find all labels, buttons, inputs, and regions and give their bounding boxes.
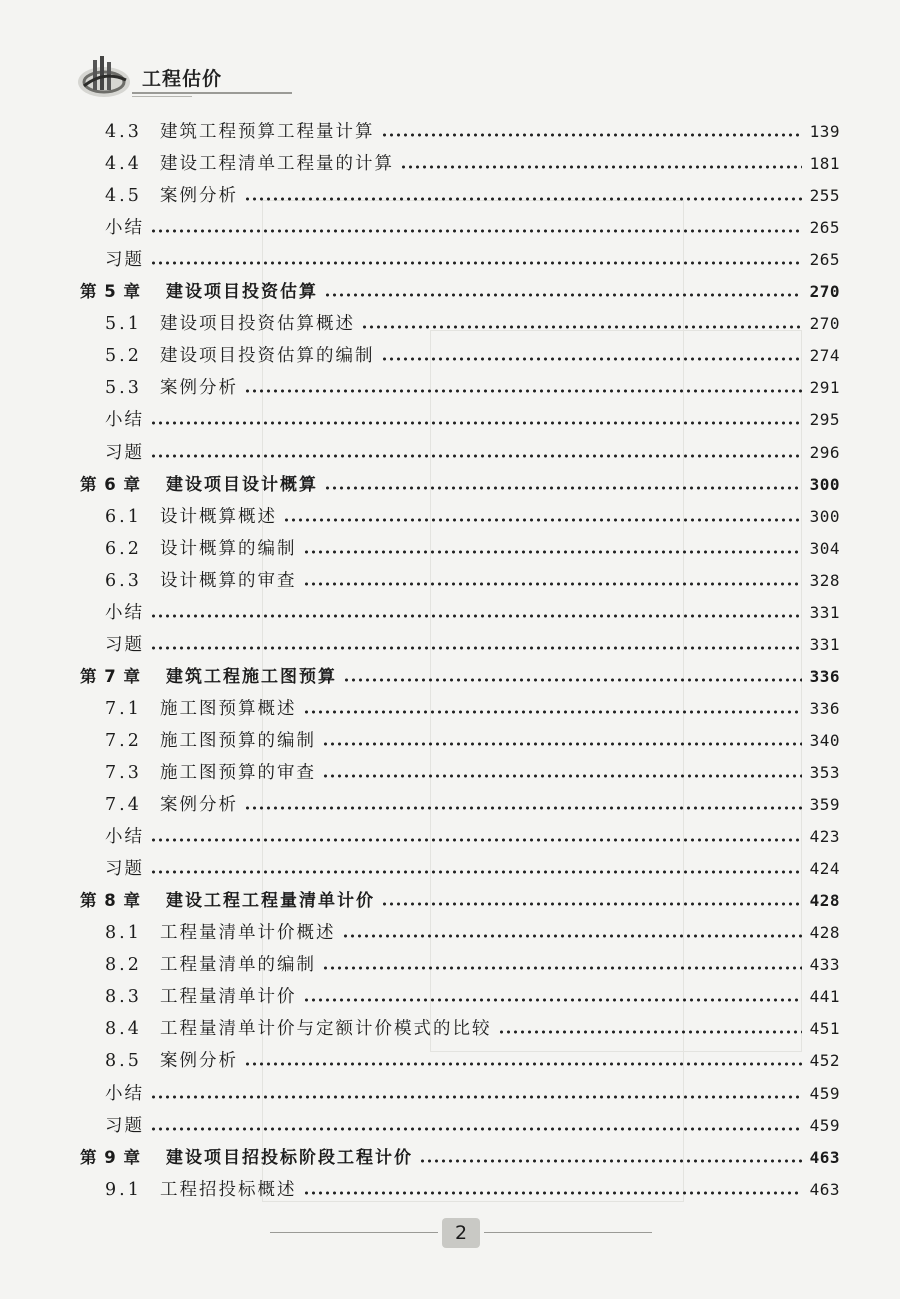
- toc-entry-number: 8.4: [105, 1019, 142, 1040]
- toc-entry-title: 建设工程清单工程量的计算: [160, 154, 394, 175]
- toc-entry-number: 8.1: [105, 923, 142, 944]
- toc-entry[interactable]: [105, 821, 840, 853]
- toc-entry-title: 案例分析: [160, 186, 238, 207]
- toc-leader-dots: [150, 212, 802, 244]
- toc-entry[interactable]: [105, 1013, 840, 1045]
- toc-leader-dots: [324, 469, 802, 501]
- toc-entry-title: 工程量清单计价: [160, 987, 297, 1008]
- toc-page-number: 291: [809, 378, 840, 398]
- toc-entry-title: 案例分析: [160, 795, 238, 816]
- toc-entry-number: 8.3: [105, 987, 142, 1008]
- toc-entry-title: 设计概算概述: [160, 506, 277, 527]
- toc-entry[interactable]: [105, 693, 840, 725]
- toc-entry-title: 建设项目投资估算: [166, 282, 318, 303]
- running-header: [76, 52, 246, 102]
- toc-entry-number: 7.4: [105, 795, 142, 816]
- toc-page-number: 328: [809, 570, 840, 590]
- toc-leader-dots: [342, 917, 802, 949]
- toc-entry-number: 8.2: [105, 955, 142, 976]
- toc-entry[interactable]: [105, 404, 840, 436]
- toc-entry-title: 工程招投标概述: [160, 1179, 297, 1200]
- toc-entry-number: 6.3: [105, 570, 142, 591]
- toc-page-number: 463: [809, 1147, 840, 1167]
- publisher-logo-icon: [76, 52, 132, 102]
- toc-leader-dots: [322, 725, 802, 757]
- toc-chapter-entry[interactable]: [80, 1142, 840, 1174]
- toc-leader-dots: [361, 308, 802, 340]
- toc-leader-dots: [381, 885, 802, 917]
- toc-leader-dots: [324, 276, 802, 308]
- toc-page-number: 300: [809, 474, 840, 494]
- toc-entry-title: 设计概算的编制: [160, 538, 297, 559]
- toc-entry-number: 4.4: [105, 154, 142, 175]
- toc-leader-dots: [244, 372, 802, 404]
- toc-entry-number: 8.5: [105, 1051, 142, 1072]
- toc-entry-title: 小结: [105, 602, 144, 623]
- toc-page-number: 181: [809, 154, 840, 174]
- toc-leader-dots: [244, 1045, 802, 1077]
- toc-entry-title: 施工图预算概述: [160, 698, 297, 719]
- toc-entry-number: 4.3: [105, 122, 142, 142]
- toc-leader-dots: [150, 244, 802, 276]
- toc-entry-number: 第 7 章: [80, 666, 141, 686]
- toc-entry-title: 习题: [105, 1115, 144, 1136]
- toc-leader-dots: [150, 404, 802, 436]
- toc-page-number: 441: [809, 987, 840, 1007]
- toc-entry-title: 小结: [105, 827, 144, 848]
- toc-entry-number: 第 5 章: [80, 282, 141, 302]
- toc-page-number: 423: [809, 827, 840, 847]
- toc-entry[interactable]: [105, 533, 840, 565]
- header-rule: [132, 96, 192, 97]
- toc-entry-number: 7.3: [105, 763, 142, 783]
- toc-entry[interactable]: [105, 308, 840, 340]
- toc-leader-dots: [303, 693, 802, 725]
- toc-entry[interactable]: [105, 853, 840, 885]
- toc-entry-title: 建设工程工程量清单计价: [166, 891, 375, 912]
- toc-page-number: 336: [809, 698, 840, 718]
- toc-leader-dots: [322, 949, 802, 981]
- toc-entry-title: 工程量清单计价与定额计价模式的比较: [160, 1019, 492, 1040]
- toc-entry[interactable]: [105, 1078, 840, 1110]
- toc-entry[interactable]: [105, 1110, 840, 1142]
- toc-entry[interactable]: [105, 437, 840, 469]
- toc-entry-title: 习题: [105, 250, 144, 271]
- toc-entry-number: 7.1: [105, 698, 142, 719]
- toc-entry[interactable]: [105, 244, 840, 276]
- toc-entry[interactable]: [105, 501, 840, 533]
- toc-entry-title: 建设项目设计概算: [166, 474, 318, 495]
- footer-rule: [270, 1232, 438, 1233]
- toc-leader-dots: [150, 853, 802, 885]
- toc-entry[interactable]: [105, 597, 840, 629]
- toc-page-number: 331: [809, 634, 840, 654]
- toc-leader-dots: [303, 565, 802, 597]
- toc-page-number: 428: [809, 891, 840, 911]
- toc-entry[interactable]: [105, 917, 840, 949]
- toc-leader-dots: [150, 1078, 802, 1110]
- toc-page-number: 139: [809, 122, 840, 141]
- toc-entry-number: 4.5: [105, 186, 142, 207]
- toc-page-number: 428: [809, 923, 840, 943]
- toc-leader-dots: [322, 757, 802, 789]
- toc-page-number: 452: [809, 1051, 840, 1071]
- toc-leader-dots: [343, 661, 802, 693]
- toc-leader-dots: [150, 597, 802, 629]
- toc-entry-number: 5.2: [105, 346, 142, 367]
- toc-page-number: 459: [809, 1115, 840, 1135]
- toc-entry-number: 第 6 章: [80, 474, 141, 494]
- toc-entry[interactable]: [105, 981, 840, 1013]
- toc-leader-dots: [419, 1142, 802, 1174]
- toc-entry-number: 6.1: [105, 506, 142, 527]
- toc-page-number: 353: [809, 763, 840, 782]
- toc-entry-title: 工程量清单的编制: [160, 955, 316, 976]
- toc-page-number: 270: [809, 314, 840, 334]
- toc-leader-dots: [381, 116, 802, 148]
- toc-entry-number: 5.1: [105, 314, 142, 335]
- toc-entry[interactable]: [105, 949, 840, 981]
- toc-page-number: 463: [809, 1179, 840, 1199]
- toc-page-number: 433: [809, 955, 840, 975]
- toc-entry[interactable]: [105, 725, 840, 757]
- toc-entry-title: 小结: [105, 218, 144, 239]
- toc-leader-dots: [303, 533, 802, 565]
- toc-entry[interactable]: [105, 565, 840, 597]
- toc-leader-dots: [150, 437, 802, 469]
- toc-entry[interactable]: [105, 116, 840, 148]
- toc-entry-number: 6.2: [105, 538, 142, 559]
- toc-entry-title: 案例分析: [160, 1051, 238, 1072]
- toc-entry-title: 习题: [105, 442, 144, 463]
- toc-page-number: 331: [809, 602, 840, 622]
- toc-entry[interactable]: [105, 372, 840, 404]
- toc-leader-dots: [498, 1013, 802, 1045]
- toc-entry-title: 建设项目招投标阶段工程计价: [166, 1147, 413, 1168]
- toc-leader-dots: [283, 501, 802, 533]
- toc-page-number: 270: [809, 282, 840, 302]
- toc-chapter-entry[interactable]: [80, 661, 840, 693]
- toc-entry[interactable]: [105, 180, 840, 212]
- toc-chapter-entry[interactable]: [80, 885, 840, 917]
- toc-entry-title: 案例分析: [160, 378, 238, 399]
- toc-entry-title: 施工图预算的编制: [160, 730, 316, 751]
- toc-page-number: 424: [809, 859, 840, 879]
- header-title: 工程估价: [142, 68, 223, 90]
- toc-entry-title: 施工图预算的审查: [160, 763, 316, 783]
- toc-entry[interactable]: [105, 1174, 840, 1206]
- toc-entry-title: 建设项目投资估算的编制: [160, 346, 375, 367]
- toc-page-number: 274: [809, 346, 840, 366]
- toc-entry-number: 第 9 章: [80, 1147, 141, 1167]
- page-footer: [0, 1214, 900, 1254]
- toc-chapter-entry[interactable]: [80, 469, 840, 501]
- toc-leader-dots: [150, 1110, 802, 1142]
- toc-entry-title: 工程量清单计价概述: [160, 923, 336, 944]
- toc-entry-title: 设计概算的审查: [160, 570, 297, 591]
- toc-page-number: 336: [809, 666, 840, 686]
- toc-entry[interactable]: [105, 757, 840, 789]
- toc-entry-title: 小结: [105, 410, 144, 431]
- toc-page-number: 340: [809, 730, 840, 750]
- toc-entry-number: 5.3: [105, 378, 142, 399]
- toc-entry[interactable]: [105, 148, 840, 180]
- toc-entry-number: 9.1: [105, 1179, 142, 1200]
- toc-entry-title: 建设项目投资估算概述: [160, 314, 355, 335]
- footer-rule: [484, 1232, 652, 1233]
- toc-page-number: 296: [809, 442, 840, 462]
- toc-leader-dots: [303, 1174, 802, 1206]
- page-number: 2: [442, 1218, 480, 1248]
- toc-leader-dots: [381, 340, 802, 372]
- toc-entry[interactable]: [105, 789, 840, 821]
- toc-leader-dots: [150, 821, 802, 853]
- toc-entry-title: 建筑工程预算工程量计算: [160, 122, 375, 142]
- toc-page-number: 300: [809, 506, 840, 526]
- toc-entry-number: 第 8 章: [80, 891, 141, 911]
- toc-chapter-entry[interactable]: [80, 276, 840, 308]
- toc-page-number: 451: [809, 1019, 840, 1039]
- toc-page-number: 304: [809, 538, 840, 558]
- toc-leader-dots: [244, 789, 802, 821]
- toc-entry[interactable]: [105, 629, 840, 661]
- toc-page-number: 359: [809, 795, 840, 815]
- toc-page-number: 459: [809, 1083, 840, 1103]
- toc-leader-dots: [303, 981, 802, 1013]
- toc-leader-dots: [244, 180, 802, 212]
- header-rule: [132, 92, 292, 94]
- toc-entry-title: 习题: [105, 859, 144, 880]
- toc-entry-number: 7.2: [105, 730, 142, 751]
- toc-page-number: 255: [809, 186, 840, 206]
- toc-entry[interactable]: [105, 340, 840, 372]
- toc-leader-dots: [150, 629, 802, 661]
- toc-entry-title: 习题: [105, 634, 144, 655]
- toc-page-number: 295: [809, 410, 840, 430]
- toc-entry-title: 建筑工程施工图预算: [166, 666, 337, 687]
- toc-entry[interactable]: [105, 212, 840, 244]
- toc-page-number: 265: [809, 218, 840, 238]
- toc-entry-title: 小结: [105, 1083, 144, 1104]
- toc-leader-dots: [400, 148, 802, 180]
- toc-entry[interactable]: [105, 1045, 840, 1077]
- toc-page-number: 265: [809, 250, 840, 270]
